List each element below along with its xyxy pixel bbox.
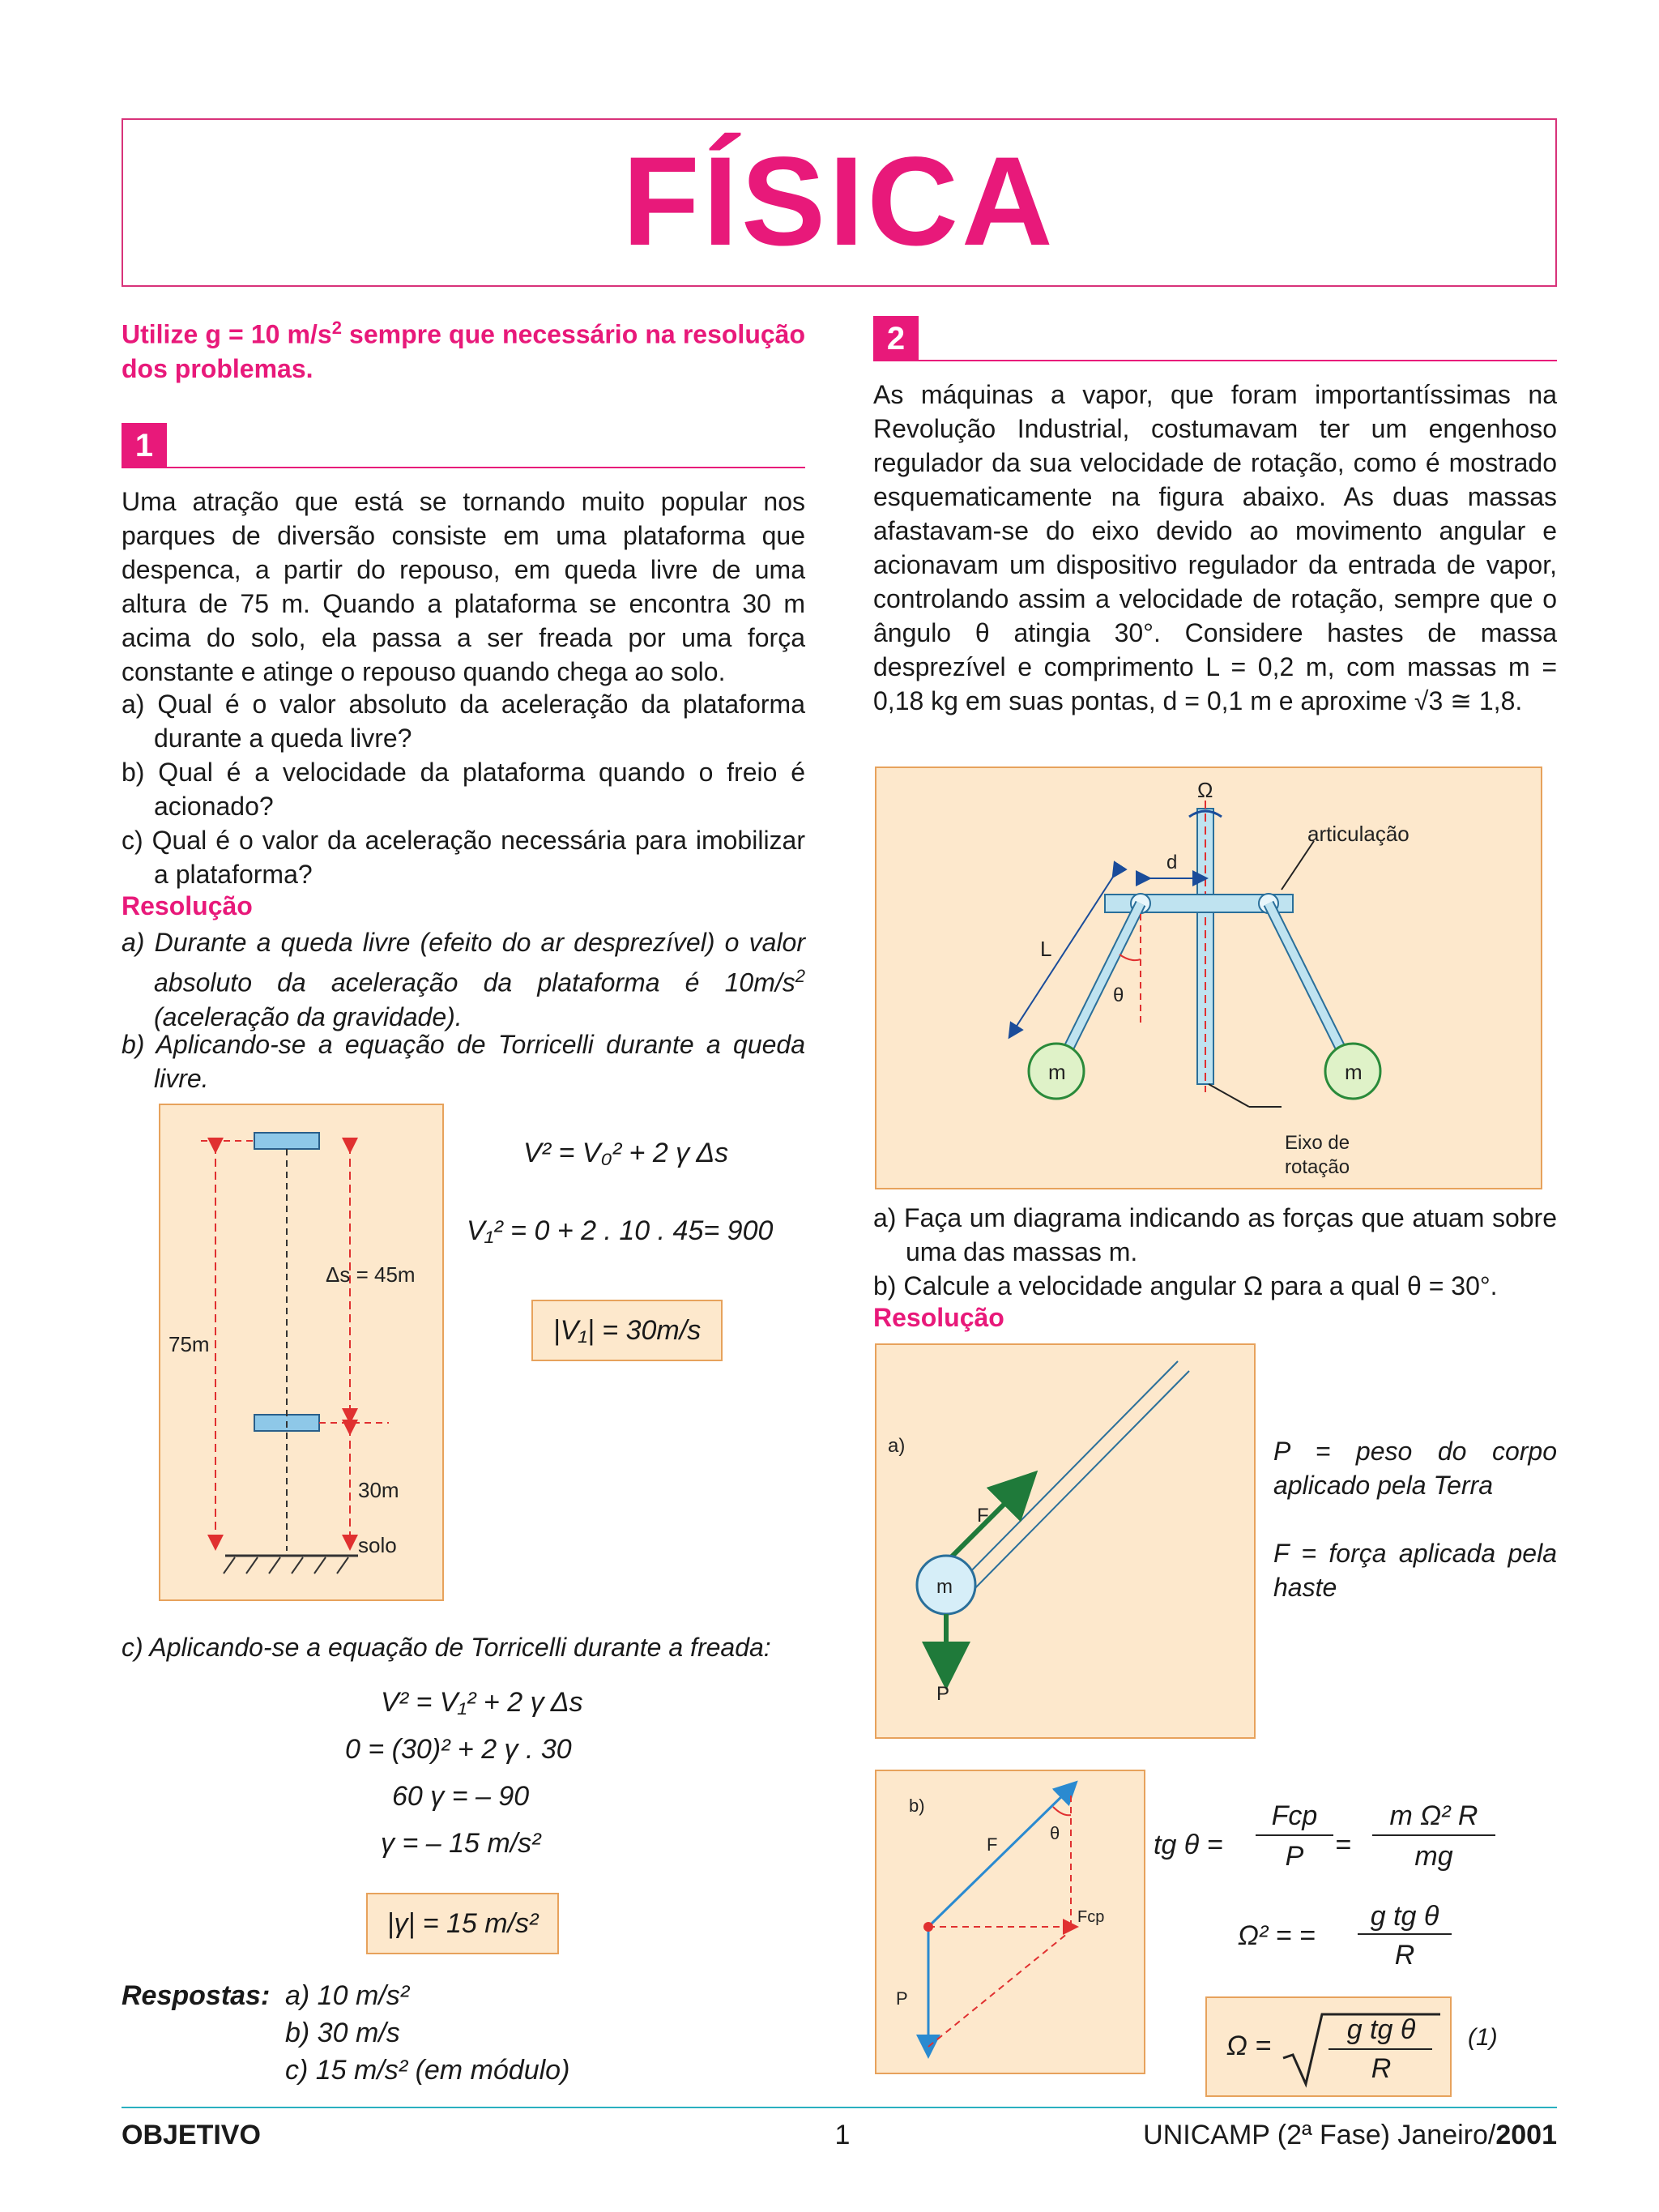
d-label: d xyxy=(1166,852,1178,873)
final-den: R xyxy=(1371,2053,1392,2084)
resolution-1b: b) Aplicando-se a equação de Torricelli durante a queda livre. xyxy=(122,1030,805,1093)
equation-c2: 0 = (30)² + 2 γ . 30 xyxy=(345,1734,572,1765)
theta-label: θ xyxy=(1113,984,1124,1006)
answer-box-b: |V₁| = 30m/s xyxy=(531,1300,723,1361)
equation-c4: γ = – 15 m/s² xyxy=(381,1828,541,1859)
question-2-item-a: a) Faça um diagrama indicando as forças que atuam sobre uma das massas m. xyxy=(873,1203,1557,1266)
question-1-item-a: a) Qual é o valor absoluto da aceleração da plataforma durante a queda livre? xyxy=(122,690,805,753)
mass-left-label: m xyxy=(1048,1060,1066,1084)
fraction-bar-1 xyxy=(1256,1834,1333,1836)
page-title: FÍSICA xyxy=(622,131,1056,272)
mass-right-label: m xyxy=(1345,1060,1363,1084)
fraction-bar-2 xyxy=(1372,1834,1495,1836)
force-diagram-a-svg xyxy=(876,1345,1254,1737)
question-1-item-b: b) Qual é a velocidade da plataforma quando o freio é acionado? xyxy=(122,758,805,821)
fig-a-F: F xyxy=(977,1505,989,1527)
eq-num2: m Ω² R xyxy=(1389,1800,1478,1831)
fig-b-F: F xyxy=(987,1834,998,1855)
question-1-text: Uma atração que está se tornando muito popular nos parques de diversão consiste em uma plataforma que despenca, a partir do repouso, em queda livre de uma altura de 75 m. Quando a plataforma se encontra 30 m acima do solo, ela passa a ser freada por uma força constante e atinge o repouso quando chega ao solo. xyxy=(122,487,805,686)
governor-diagram xyxy=(876,768,1541,1188)
fig-a-label: a) xyxy=(888,1435,906,1457)
fig-b-label: b) xyxy=(909,1796,925,1816)
resolution-1a: a) Durante a queda livre (efeito do ar desprezível) o valor absoluto da aceleração da plataforma é $10m/s^2$ (aceleração da gravidade). xyxy=(122,928,805,1031)
eq-num1: Fcp xyxy=(1271,1800,1318,1831)
legend-P: P = peso do corpo aplicado pela Terra xyxy=(1273,1437,1557,1500)
force-diagram-b xyxy=(875,1770,1145,2074)
question-1-resolution-label: Resolução xyxy=(122,891,253,920)
equation-c3: 60 γ = – 90 xyxy=(392,1781,530,1812)
question-2-rule xyxy=(919,360,1557,361)
answers-label: Respostas: xyxy=(122,1980,271,2011)
eq-den2: mg xyxy=(1414,1841,1453,1872)
eixo-label-1: Eixo de xyxy=(1285,1132,1350,1154)
answer-box-c: |γ| = 15 m/s² xyxy=(366,1893,559,1954)
eq-den3: R xyxy=(1394,1940,1415,1971)
final-fraction-bar xyxy=(1328,2048,1432,2050)
equation-reference: (1) xyxy=(1468,2024,1498,2051)
footer-left: OBJETIVO xyxy=(122,2120,261,2150)
fig-b-P: P xyxy=(896,1988,908,2009)
label-30m: 30m xyxy=(358,1478,399,1502)
eq-num3: g tg θ xyxy=(1370,1901,1439,1932)
legend-F: F = força aplicada pela haste xyxy=(1273,1539,1557,1602)
fig-a-P: P xyxy=(936,1683,950,1705)
question-2-text: As máquinas a vapor, que foram importantíssimas na Revolução Industrial, costumavam ter um engenhoso regulador da sua velocidade de rotação, como é mostrado esquematicamente na figura abaixo. As duas massas afastavam-se do eixo devido ao movimento angular e acionavam um dispositivo regulador da entrada de vapor, controlando assim a velocidade de rotação, sempre que o ângulo θ atingia 30°. Considere hastes de massa desprezível e comprimento L = 0,2 m, com massas m = 0,18 kg em suas pontas, d = 0,1 m e aproxime √3 ≅ 1,8. xyxy=(873,380,1557,715)
equation-b2: V₁² = 0 + 2 . 10 . 45= 900 xyxy=(467,1215,774,1246)
answer-b: b) 30 m/s xyxy=(285,2018,400,2048)
page-number: 1 xyxy=(834,2120,851,2150)
label-delta-s: Δs = 45m xyxy=(326,1262,416,1287)
footer-rule xyxy=(122,2107,1557,2108)
eq-den1: P xyxy=(1285,1841,1304,1872)
final-num: g tg θ xyxy=(1346,2014,1416,2045)
L-label: L xyxy=(1040,937,1052,961)
equation-b1: V² = V₀² + 2 γ Δs xyxy=(523,1138,729,1168)
fig-b-theta: θ xyxy=(1050,1823,1060,1843)
answer-a: a) 10 m/s² xyxy=(285,1980,410,2011)
articulacao-label: articulação xyxy=(1307,822,1410,846)
eixo-label-2: rotação xyxy=(1285,1156,1350,1178)
gravity-note: Utilize g = 10 $m/s^2$ sempre que necessário na resolução dos problemas. xyxy=(122,318,806,383)
free-fall-figure xyxy=(159,1104,444,1601)
label-solo: solo xyxy=(358,1533,397,1557)
governor-figure xyxy=(875,767,1542,1189)
omega-label: Ω xyxy=(1197,778,1213,802)
eq-equals: = xyxy=(1335,1830,1351,1860)
resolution-1c: c) Aplicando-se a equação de Torricelli durante a freada: xyxy=(122,1633,771,1662)
question-1-rule xyxy=(167,467,805,468)
fraction-bar-3 xyxy=(1358,1933,1452,1935)
eq-omega-squared: Ω² = = xyxy=(1238,1920,1316,1951)
answer-c: c) 15 m/s² (em módulo) xyxy=(285,2055,570,2086)
question-2-number: 2 xyxy=(873,316,919,361)
question-2-item-b: b) Calcule a velocidade angular Ω para a qual θ = 30°. xyxy=(873,1271,1498,1300)
question-1-item-c: c) Qual é o valor da aceleração necessária para imobilizar a plataforma? xyxy=(122,826,805,889)
force-diagram-a xyxy=(875,1343,1256,1739)
eq-tg-lhs: tg θ = xyxy=(1154,1830,1223,1860)
label-75m: 75m xyxy=(168,1332,210,1356)
fig-b-Fcp: Fcp xyxy=(1077,1908,1105,1926)
question-1-number: 1 xyxy=(122,423,167,468)
final-answer-box xyxy=(1205,1996,1452,2097)
question-2-resolution-label: Resolução xyxy=(873,1303,1004,1332)
final-lhs: Ω = xyxy=(1226,2031,1272,2061)
platform-top xyxy=(254,1133,319,1149)
force-diagram-b-svg xyxy=(876,1771,1144,2073)
footer-right: UNICAMP (2ª Fase) Janeiro/2001 xyxy=(1143,2120,1557,2150)
free-fall-diagram xyxy=(160,1105,442,1599)
equation-c1: V² = V₁² + 2 γ Δs xyxy=(381,1687,583,1718)
fig-a-m: m xyxy=(936,1576,953,1598)
